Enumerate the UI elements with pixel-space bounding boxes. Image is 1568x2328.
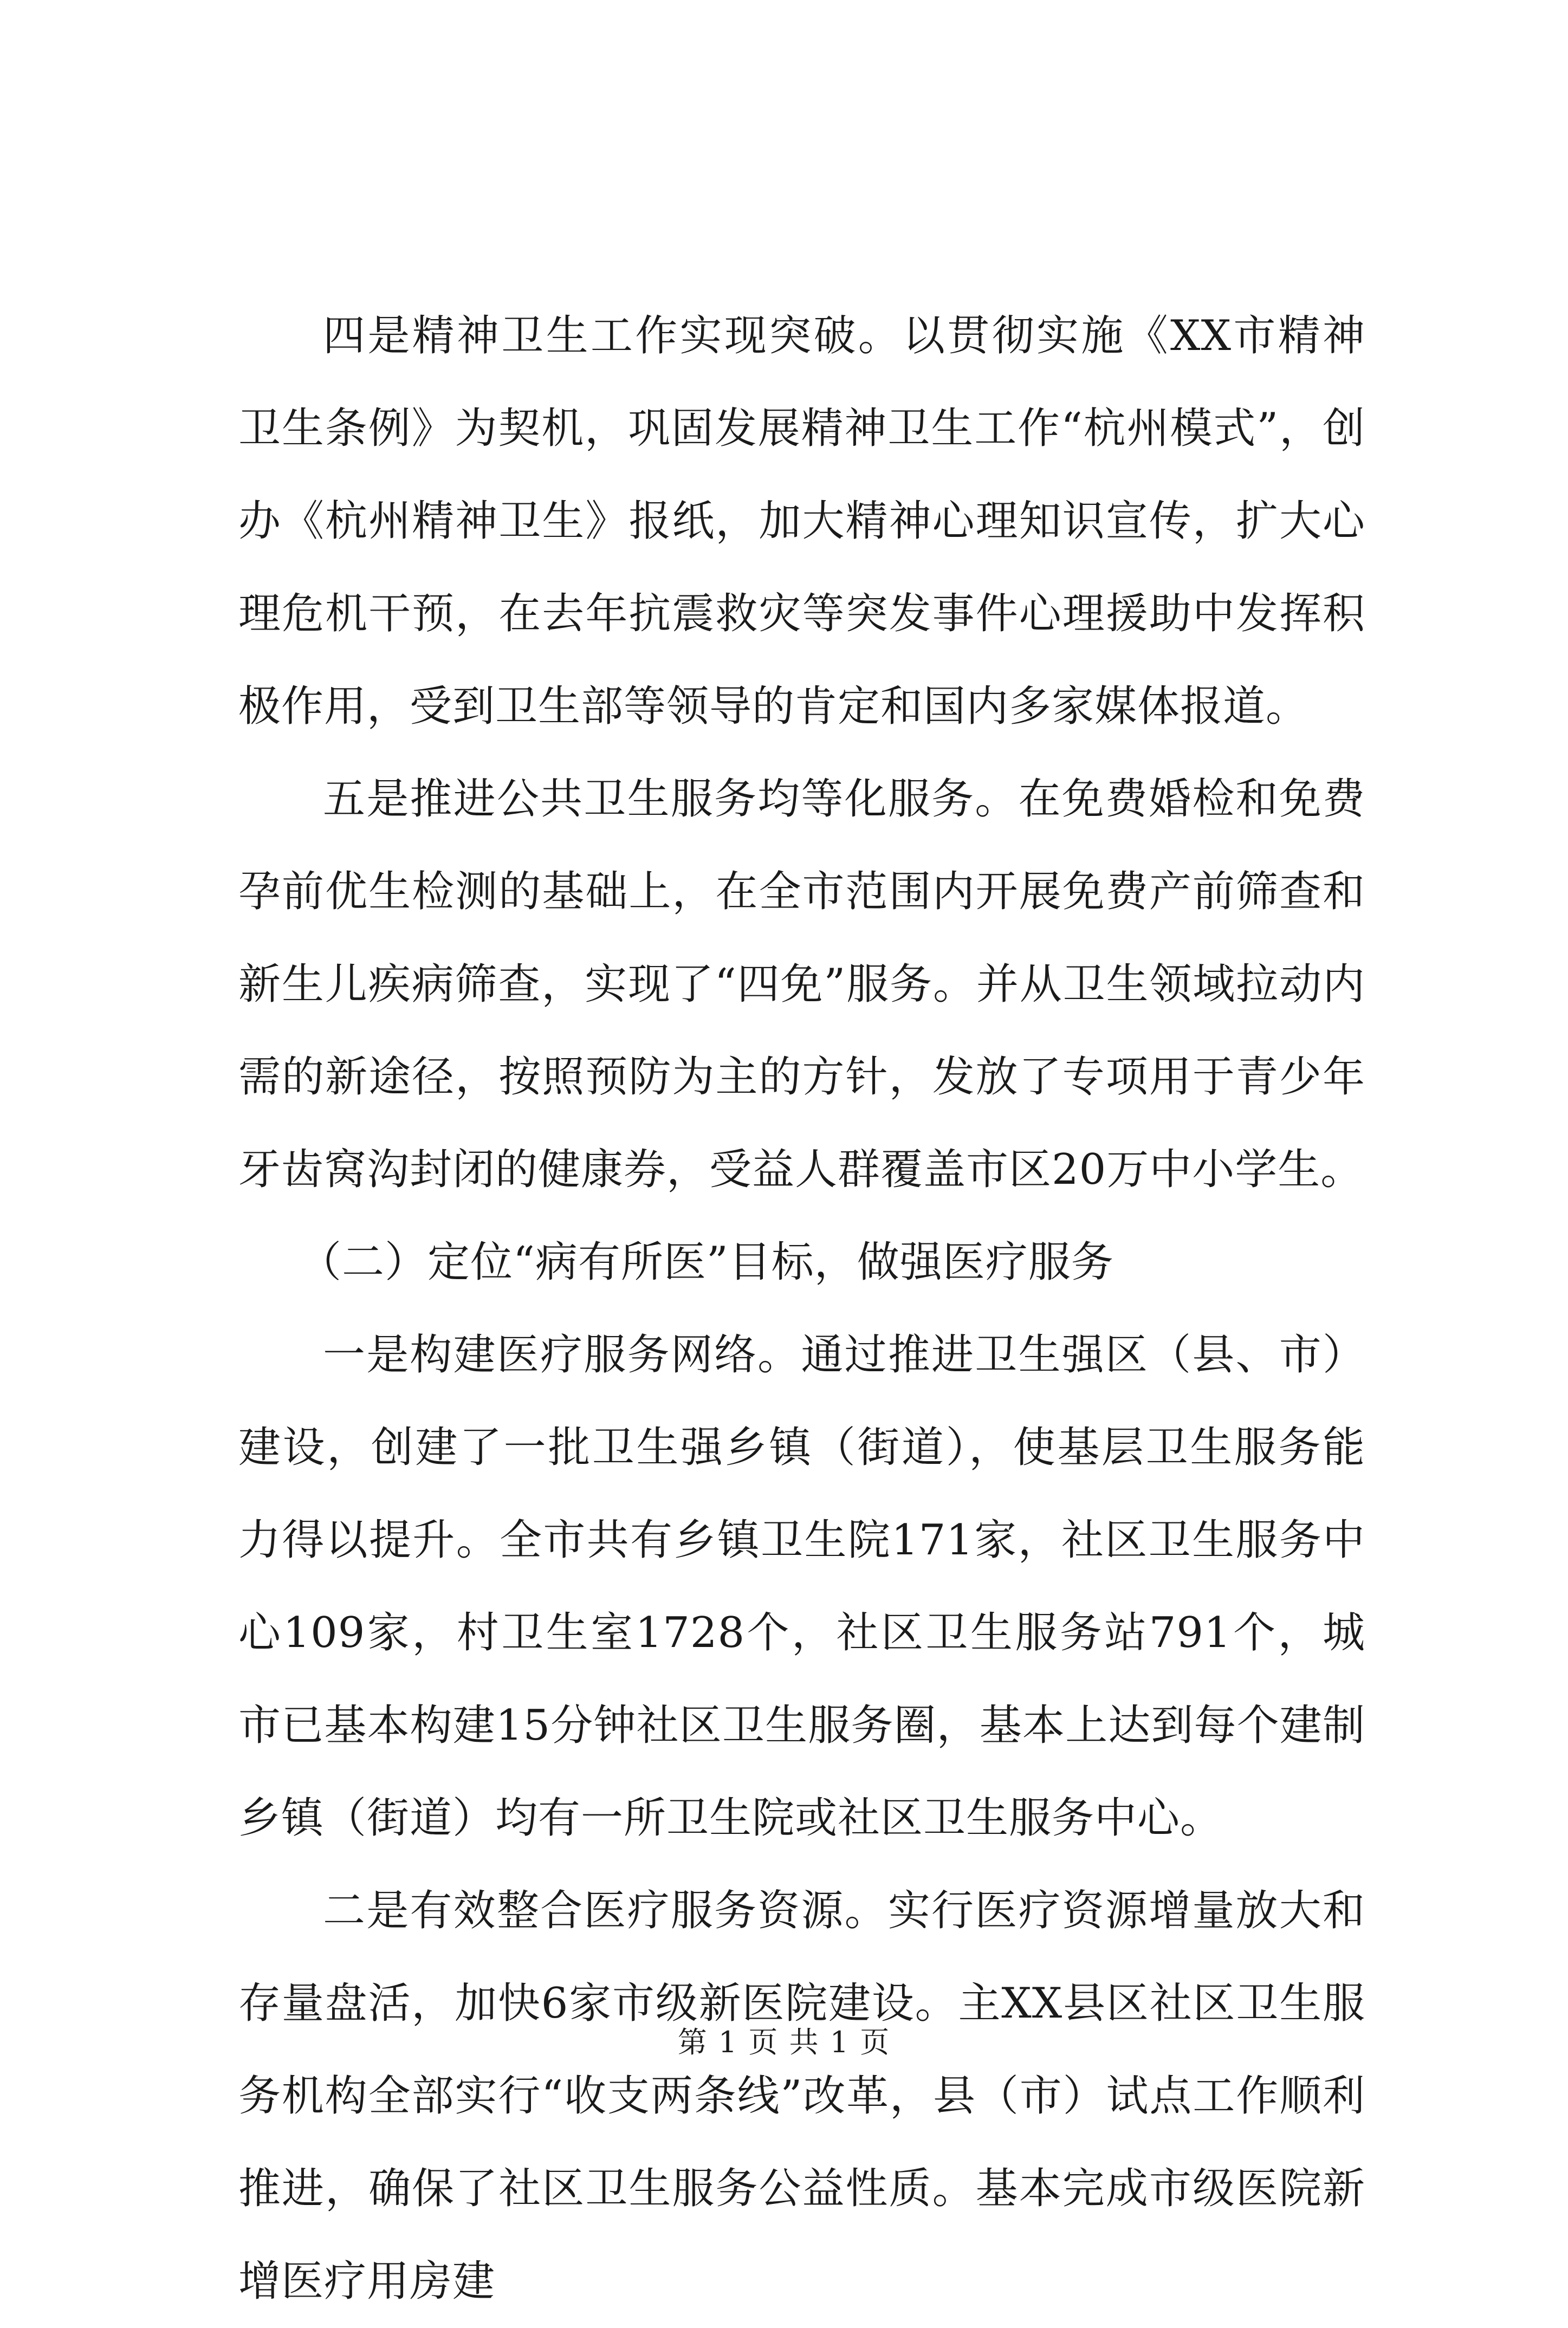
paragraph-public-health-equalization: 五是推进公共卫生服务均等化服务。在免费婚检和免费孕前优生检测的基础上，在全市范围内开展免费产前筛查和新生儿疾病筛查，实现了“四免”服务。并从卫生领域拉动内需的新途径，按照预防为主的方针，发放了专项用于青少年牙齿窝沟封闭的健康券，受益人群覆盖市区20万中小学生。 [238, 775, 1365, 1194]
page-number-footer: 第 1 页 共 1 页 [677, 2025, 891, 2059]
section-heading-medical-services: （二）定位“病有所医”目标，做强医疗服务 [299, 1238, 1114, 1287]
paragraph-mental-health: 四是精神卫生工作实现突破。以贯彻实施《XX市精神卫生条例》为契机，巩固发展精神卫生工作“杭州模式”，创办《杭州精神卫生》报纸，加大精神心理知识宣传，扩大心理危机干预，在去年抗震救灾等突发事件心理援助中发挥积极作用，受到卫生部等领导的肯定和国内多家媒体报道。 [238, 312, 1365, 731]
document-body [238, 290, 1365, 2328]
paragraph-medical-network: 一是构建医疗服务网络。通过推进卫生强区（县、市）建设，创建了一批卫生强乡镇（街道），使基层卫生服务能力得以提升。全市共有乡镇卫生院171家，社区卫生服务中心109家，村卫生室1728个，社区卫生服务站791个，城市已基本构建15分钟社区卫生服务圈，基本上达到每个建制乡镇（街道）均有一所卫生院或社区卫生服务中心。 [238, 1331, 1365, 1843]
paragraph-resource-integration: 二是有效整合医疗服务资源。实行医疗资源增量放大和存量盘活，加快6家市级新医院建设。主XX县区社区卫生服务机构全部实行“收支两条线”改革，县（市）试点工作顺利推进，确保了社区卫生服务公益性质。基本完成市级医院新增医疗用房建 [238, 1886, 1365, 2306]
